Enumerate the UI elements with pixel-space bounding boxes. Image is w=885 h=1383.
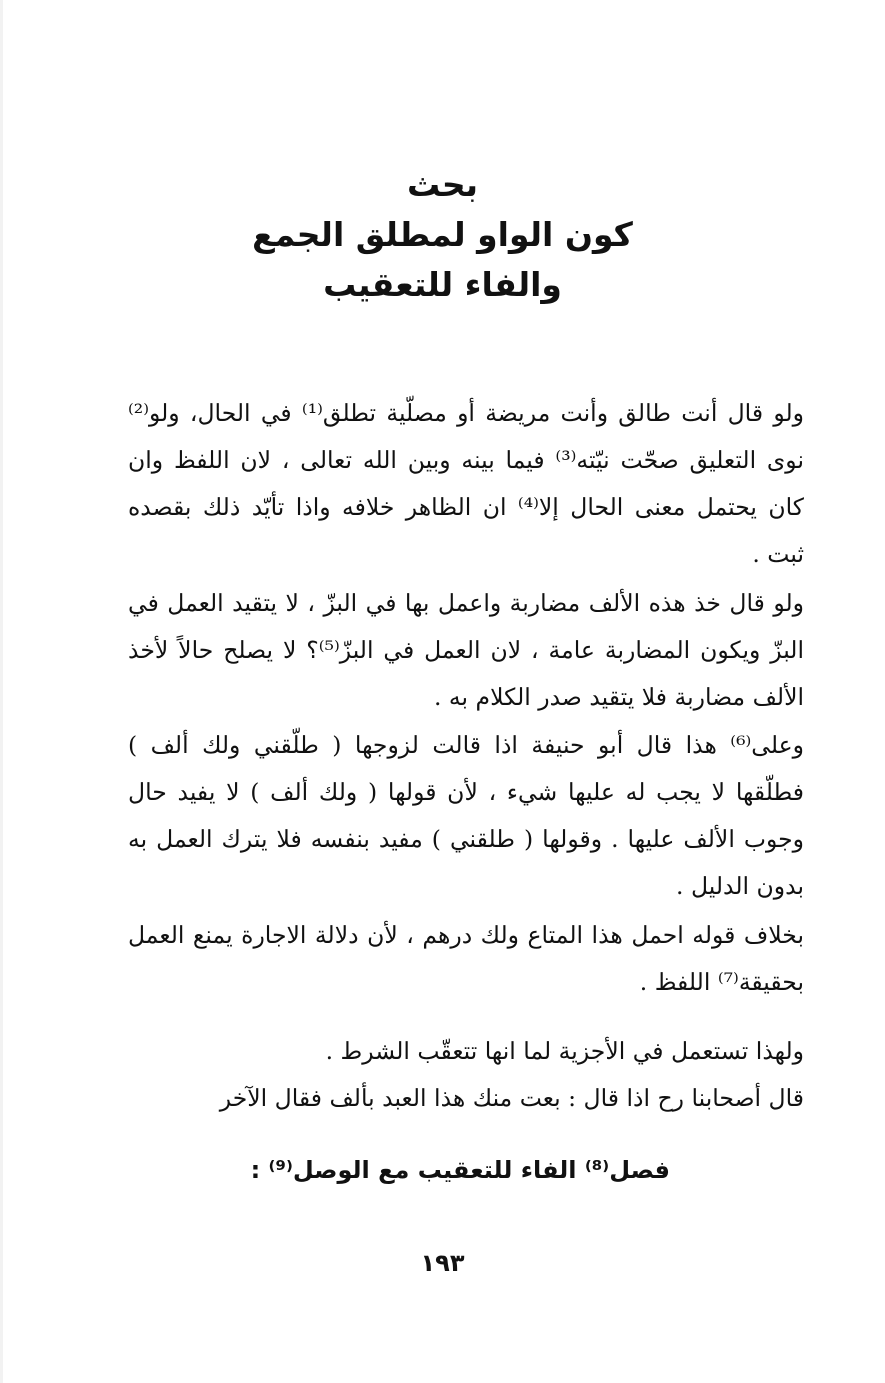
- paragraph-5: ولهذا تستعمل في الأجزية لما انها تتعقّب الشرط .: [325, 1037, 804, 1065]
- section-heading: فصل⁽⁸⁾ الفاء للتعقيب مع الوصل⁽⁹⁾ :: [250, 1156, 670, 1184]
- page-number: ١٩٣: [420, 1249, 465, 1277]
- paragraph-6: قال أصحابنا رح اذا قال : بعت منك هذا العبد بألف فقال الآخر: [219, 1084, 804, 1112]
- title-line-1: بحث: [406, 165, 479, 204]
- paragraph-2: ولو قال خذ هذه الألف مضاربة واعمل بها في البزّ ، لا يتقيد العمل في البزّ ويكون المضاربة عامة ، لان العمل في البزّ⁽⁵⁾؟ لا يصلح حالاً لأخذ الألف مضاربة فلا يتقيد صدر الكلام به .: [128, 589, 804, 711]
- title-line-3: والفاء للتعقيب: [323, 265, 562, 304]
- paragraph-3: وعلى⁽⁶⁾ هذا قال أبو حنيفة اذا قالت لزوجها ( طلّقني ولك ألف ) فطلّقها لا يجب له عليها شيء ، لأن قولها ( ولك ألف ) لا يفيد حال وجوب الألف عليها . وقولها ( طلقني ) مفيد بنفسه فلا يترك العمل به بدون الدليل .: [128, 731, 804, 900]
- paragraph-1: ولو قال أنت طالق وأنت مريضة أو مصلّية تطلق⁽¹⁾ في الحال، ولو⁽²⁾ نوى التعليق صحّت نيّته⁽³⁾ فيما بينه وبين الله تعالى ، لان اللفظ وان كان يحتمل معنى الحال إلا⁽⁴⁾ ان الظاهر خلافه واذا تأيّد ذلك بقصده ثبت .: [128, 399, 804, 568]
- title-line-2: كون الواو لمطلق الجمع: [252, 215, 633, 254]
- chapter-title: [0, 160, 885, 310]
- paragraph-4: بخلاف قوله احمل هذا المتاع ولك درهم ، لأن دلالة الاجارة يمنع العمل بحقيقة⁽⁷⁾ اللفظ .: [128, 921, 804, 996]
